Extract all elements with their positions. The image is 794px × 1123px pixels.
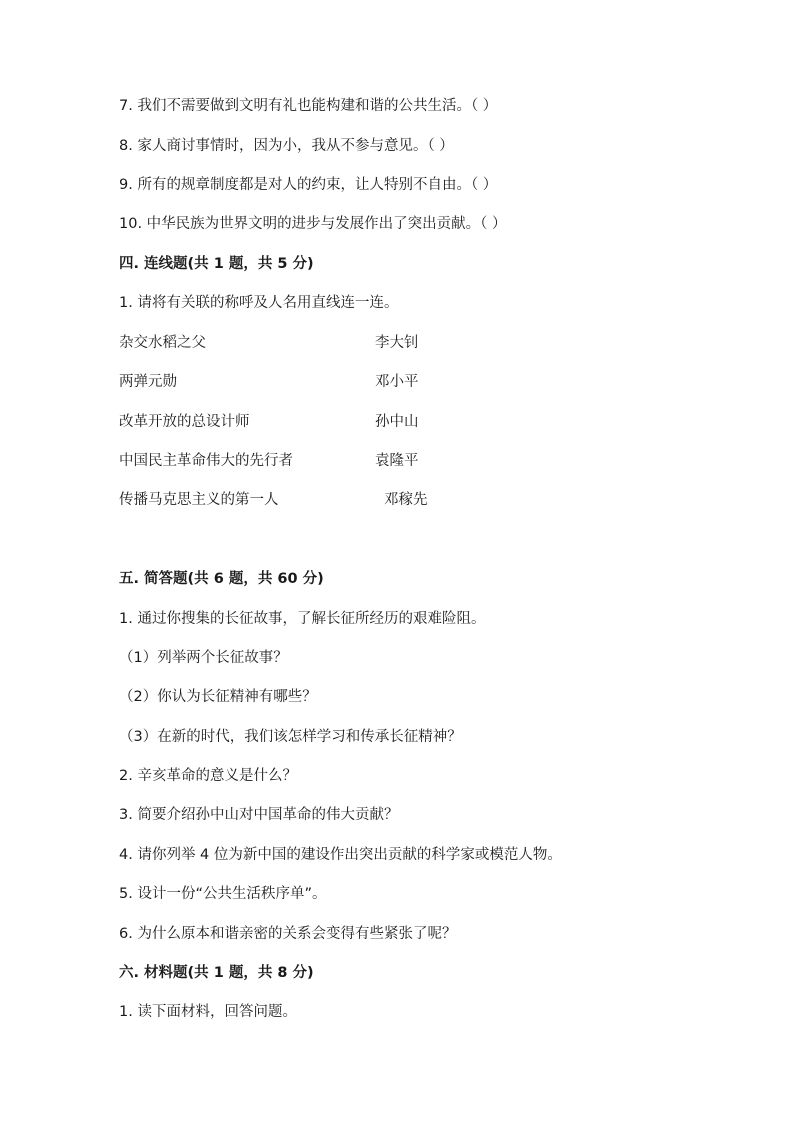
judge-question-9: 9. 所有的规章制度都是对人的约束，让人特别不自由。（ ）	[119, 177, 498, 193]
matching-left-5: 传播马克思主义的第一人	[119, 492, 279, 508]
matching-left-3: 改革开放的总设计师	[119, 414, 250, 430]
short-answer-question-6: 6. 为什么原本和谐亲密的关系会变得有些紧张了呢？	[119, 926, 457, 942]
short-answer-question-1-3: （3）在新的时代，我们该怎样学习和传承长征精神？	[119, 729, 462, 745]
matching-question: 1. 请将有关联的称呼及人名用直线连一连。	[119, 295, 399, 311]
matching-right-1: 李大钊	[375, 335, 419, 351]
matching-left-4: 中国民主革命伟大的先行者	[119, 453, 293, 469]
short-answer-question-1: 1. 通过你搜集的长征故事，了解长征所经历的艰难险阻。	[119, 611, 486, 627]
short-answer-question-1-1: （1）列举两个长征故事？	[119, 650, 288, 666]
matching-section-heading: 四. 连线题(共 1 题，共 5 分)	[119, 256, 314, 272]
short-answer-question-5: 5. 设计一份“公共生活秩序单”。	[119, 886, 327, 902]
material-section-heading: 六. 材料题(共 1 题，共 8 分)	[119, 965, 314, 981]
short-answer-question-2: 2. 辛亥革命的意义是什么？	[119, 768, 297, 784]
short-answer-question-3: 3. 简要介绍孙中山对中国革命的伟大贡献？	[119, 807, 399, 823]
short-answer-question-4: 4. 请你列举 4 位为新中国的建设作出突出贡献的科学家或模范人物。	[119, 847, 562, 863]
judge-question-10: 10. 中华民族为世界文明的进步与发展作出了突出贡献。（ ）	[119, 216, 507, 232]
matching-right-3: 孙中山	[375, 414, 419, 430]
short-answer-question-1-2: （2）你认为长征精神有哪些？	[119, 689, 317, 705]
matching-right-4: 袁隆平	[375, 453, 419, 469]
material-question-1: 1. 读下面材料，回答问题。	[119, 1004, 297, 1020]
short-answer-section-heading: 五. 简答题(共 6 题，共 60 分)	[119, 571, 324, 587]
judge-question-7: 7. 我们不需要做到文明有礼也能构建和谐的公共生活。（ ）	[119, 98, 498, 114]
matching-right-5: 邓稼先	[384, 492, 428, 508]
matching-right-2: 邓小平	[375, 374, 419, 390]
judge-question-8: 8. 家人商讨事情时，因为小，我从不参与意见。（ ）	[119, 138, 454, 154]
matching-left-1: 杂交水稻之父	[119, 335, 206, 351]
matching-left-2: 两弹元勋	[119, 374, 177, 390]
